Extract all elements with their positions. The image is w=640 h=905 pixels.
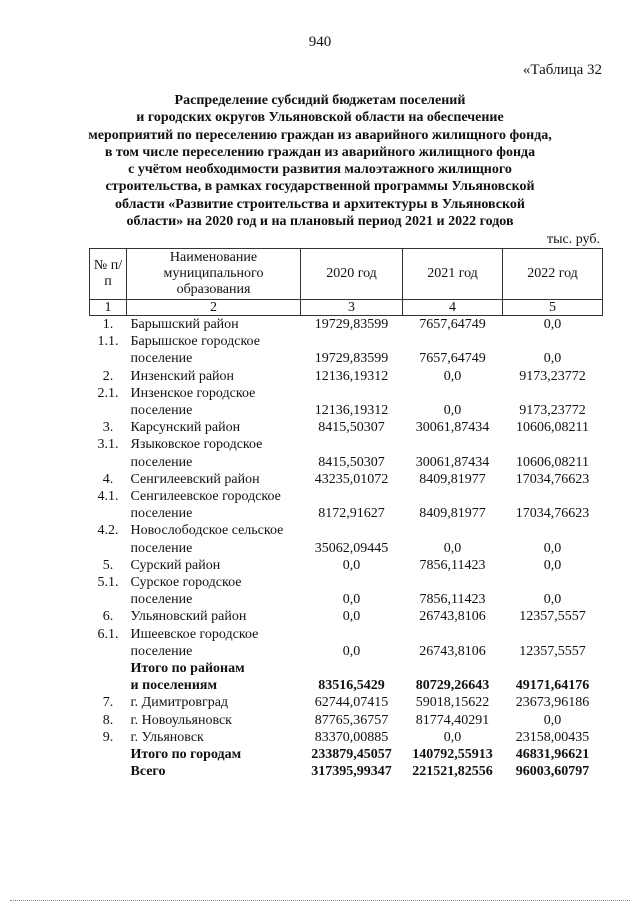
value-2022: 96003,60797: [515, 764, 590, 780]
table-label: «Таблица 32: [522, 62, 602, 78]
municipality-name-line: поселение: [130, 454, 193, 470]
value-2021: 26743,8106: [419, 643, 486, 659]
value-2021: 26743,8106: [419, 609, 486, 625]
municipality-name-line: Сенгилеевский район: [130, 471, 260, 487]
municipality-name: [127, 763, 301, 780]
value-2022: 0,0: [543, 540, 562, 556]
municipality-name-line: Ульяновский район: [130, 609, 247, 625]
column-number: 3: [301, 300, 403, 316]
column-number: 1: [90, 300, 127, 316]
municipality-name: [127, 419, 301, 436]
row-number: 3.1.: [97, 437, 119, 453]
title-line: мероприятий по переселению граждан из аварийного жилищного фонда,: [88, 127, 552, 143]
value-2021: 7856,11423: [419, 592, 486, 608]
table-row: [90, 729, 603, 746]
value-2022: 23673,96186: [515, 695, 590, 711]
municipality-name-line: Инзенское городское: [130, 385, 256, 401]
value-2021: 30061,87434: [415, 454, 490, 470]
municipality-name: [127, 368, 301, 385]
header-2022: 2022 год: [503, 249, 603, 300]
value-2021: 7657,64749: [419, 351, 486, 367]
value-2020: 12136,19312: [314, 403, 389, 419]
value-2022: 0,0: [543, 592, 562, 608]
value-2021: 0,0: [443, 729, 462, 745]
header-num: № п/п: [90, 249, 127, 300]
municipality-name: [127, 694, 301, 711]
row-number: 7.: [102, 695, 114, 711]
value-2022: 9173,23772: [519, 403, 586, 419]
header-2021: 2021 год: [403, 249, 503, 300]
municipality-name: [127, 746, 301, 763]
title-line: Распределение субсидий бюджетам поселений: [174, 93, 466, 108]
row-number: [90, 763, 127, 780]
municipality-name-line: Инзенский район: [130, 368, 235, 384]
document-title: [70, 92, 570, 230]
row-number: [90, 746, 127, 763]
municipality-name-line: г. Новоульяновск: [130, 712, 232, 728]
table-row: [90, 626, 603, 660]
title-line: строительства, в рамках государственной программы Ульяновской: [105, 179, 535, 195]
scan-edge-divider: [10, 900, 630, 902]
municipality-name-line: Итого по городам: [130, 747, 242, 763]
value-2021: 221521,82556: [412, 764, 493, 780]
value-2022: 46831,96621: [515, 747, 590, 763]
row-number: [90, 660, 127, 694]
row-number: 5.1.: [97, 575, 119, 591]
row-number: 2.: [102, 368, 114, 384]
municipality-name-line: поселение: [130, 540, 193, 556]
table-row: [90, 436, 603, 470]
value-2020: 19729,83599: [314, 351, 389, 367]
value-2022: 49171,64176: [515, 678, 590, 694]
municipality-name-line: поселение: [130, 592, 193, 608]
value-2022: 23158,00435: [515, 729, 590, 745]
value-2020: 0,0: [342, 643, 361, 659]
municipality-name: [127, 574, 301, 608]
value-2020: 8415,50307: [318, 454, 385, 470]
value-2022: 10606,08211: [516, 454, 589, 470]
row-number: 5.: [102, 557, 114, 573]
table-row: [90, 608, 603, 625]
municipality-name: [127, 608, 301, 625]
value-2020: 35062,09445: [314, 540, 389, 556]
value-2022: 0,0: [543, 712, 562, 728]
value-2020: 12136,19312: [314, 368, 389, 384]
municipality-name: [127, 333, 301, 367]
row-number: 6.: [102, 609, 114, 625]
row-number: 4.2.: [97, 523, 119, 539]
title-line: и городских округов Ульяновской области на обеспечение: [136, 110, 504, 126]
row-number: 6.1.: [97, 626, 119, 642]
municipality-name-line: Сенгилеевское городское: [130, 489, 281, 505]
value-2020: 317395,99347: [311, 764, 392, 780]
value-2020: 83516,5429: [318, 678, 385, 694]
value-2022: 0,0: [543, 351, 562, 367]
value-2022: 9173,23772: [519, 368, 586, 384]
municipality-name-line: поселение: [130, 351, 193, 367]
table-row: [90, 574, 603, 608]
municipality-name-line: Ишеевское городское: [130, 626, 259, 642]
value-2021: 0,0: [443, 540, 462, 556]
table-row: [90, 488, 603, 522]
value-2021: 80729,26643: [415, 678, 490, 694]
value-2022: 0,0: [543, 557, 562, 573]
value-2022: 17034,76623: [515, 471, 590, 487]
municipality-name: [127, 488, 301, 522]
header-name: Наименование муниципального образования: [127, 249, 301, 300]
value-2022: 12357,5557: [519, 609, 586, 625]
municipality-name-line: поселение: [130, 403, 193, 419]
municipality-name: [127, 471, 301, 488]
table-row: [90, 368, 603, 385]
title-line: области» на 2020 год и на плановый период 2021 и 2022 годов: [126, 214, 514, 230]
header-2020: 2020 год: [301, 249, 403, 300]
value-2020: 233879,45057: [311, 747, 392, 763]
value-2020: 8415,50307: [318, 420, 385, 436]
value-2021: 7856,11423: [419, 557, 486, 573]
value-2022: 17034,76623: [515, 506, 590, 522]
table-row: [90, 746, 603, 763]
value-2020: 0,0: [342, 609, 361, 625]
municipality-name-line: Барышский район: [130, 317, 239, 332]
table-row: [90, 694, 603, 711]
row-number: 3.: [102, 420, 114, 436]
table-header-row: [90, 249, 603, 300]
title-line: в том числе переселению граждан из аварийного жилищного фонда: [104, 144, 536, 160]
row-number: 1.: [102, 317, 114, 332]
municipality-name-line: г. Ульяновск: [130, 729, 204, 745]
municipality-name-line: Всего: [130, 764, 166, 780]
municipality-name-line: Барышское городское: [130, 334, 260, 350]
municipality-name-line: и поселениям: [130, 678, 218, 694]
column-number: 4: [403, 300, 503, 316]
municipality-name-line: Карсунский район: [130, 420, 241, 436]
table-row: [90, 557, 603, 574]
table-row: [90, 763, 603, 780]
row-number: 1.1.: [97, 334, 119, 350]
title-line: области «Развитие строительства и архитектуры в Ульяновской: [115, 196, 525, 212]
value-2020: 87765,36757: [314, 712, 389, 728]
value-2021: 59018,15622: [415, 695, 490, 711]
municipality-name-line: поселение: [130, 643, 193, 659]
value-2020: 62744,07415: [314, 695, 389, 711]
municipality-name: [127, 712, 301, 729]
value-2020: 43235,01072: [314, 471, 389, 487]
value-2020: 19729,83599: [314, 317, 389, 332]
municipality-name: [127, 436, 301, 470]
row-number: 4.: [102, 471, 114, 487]
municipality-name: [127, 557, 301, 574]
municipality-name-line: Новослободское сельское: [130, 523, 284, 539]
table-row: [90, 660, 603, 694]
column-number: 2: [127, 300, 301, 316]
value-2021: 0,0: [443, 368, 462, 384]
row-number: 9.: [102, 729, 114, 745]
units-label: тыс. руб.: [547, 232, 600, 247]
value-2021: 7657,64749: [419, 317, 486, 332]
subsidy-table: [89, 248, 603, 780]
value-2021: 81774,40291: [415, 712, 490, 728]
value-2022: 12357,5557: [519, 643, 586, 659]
municipality-name: [127, 729, 301, 746]
table-row: [90, 471, 603, 488]
value-2020: 83370,00885: [314, 729, 389, 745]
row-number: 4.1.: [97, 489, 119, 505]
table-row: [90, 316, 603, 334]
table-row: [90, 385, 603, 419]
table-row: [90, 712, 603, 729]
value-2021: 0,0: [443, 403, 462, 419]
municipality-name-line: Языковское городское: [130, 437, 263, 453]
municipality-name-line: поселение: [130, 506, 193, 522]
value-2021: 8409,81977: [419, 506, 486, 522]
municipality-name: [127, 626, 301, 660]
table-row: [90, 522, 603, 556]
table-row: [90, 419, 603, 436]
municipality-name: [127, 316, 301, 334]
table-body: [90, 316, 603, 781]
title-line: с учётом необходимости развития малоэтажного жилищного: [128, 162, 512, 178]
municipality-name-line: Сурское городское: [130, 575, 242, 591]
row-number: 2.1.: [97, 385, 119, 401]
value-2022: 0,0: [543, 317, 562, 332]
column-number: 5: [503, 300, 603, 316]
value-2021: 8409,81977: [419, 471, 486, 487]
row-number: 8.: [102, 712, 114, 728]
value-2020: 0,0: [342, 592, 361, 608]
value-2021: 140792,55913: [412, 747, 493, 763]
municipality-name-line: Итого по районам: [130, 661, 245, 677]
municipality-name-line: Сурский район: [130, 557, 221, 573]
value-2022: 10606,08211: [516, 420, 589, 436]
value-2020: 8172,91627: [318, 506, 385, 522]
municipality-name: [127, 385, 301, 419]
municipality-name-line: г. Димитровград: [130, 695, 229, 711]
page-number: 940: [308, 34, 332, 50]
value-2020: 0,0: [342, 557, 361, 573]
table-row: [90, 333, 603, 367]
column-number-row: [90, 300, 603, 316]
value-2021: 30061,87434: [415, 420, 490, 436]
municipality-name: [127, 660, 301, 694]
municipality-name: [127, 522, 301, 556]
